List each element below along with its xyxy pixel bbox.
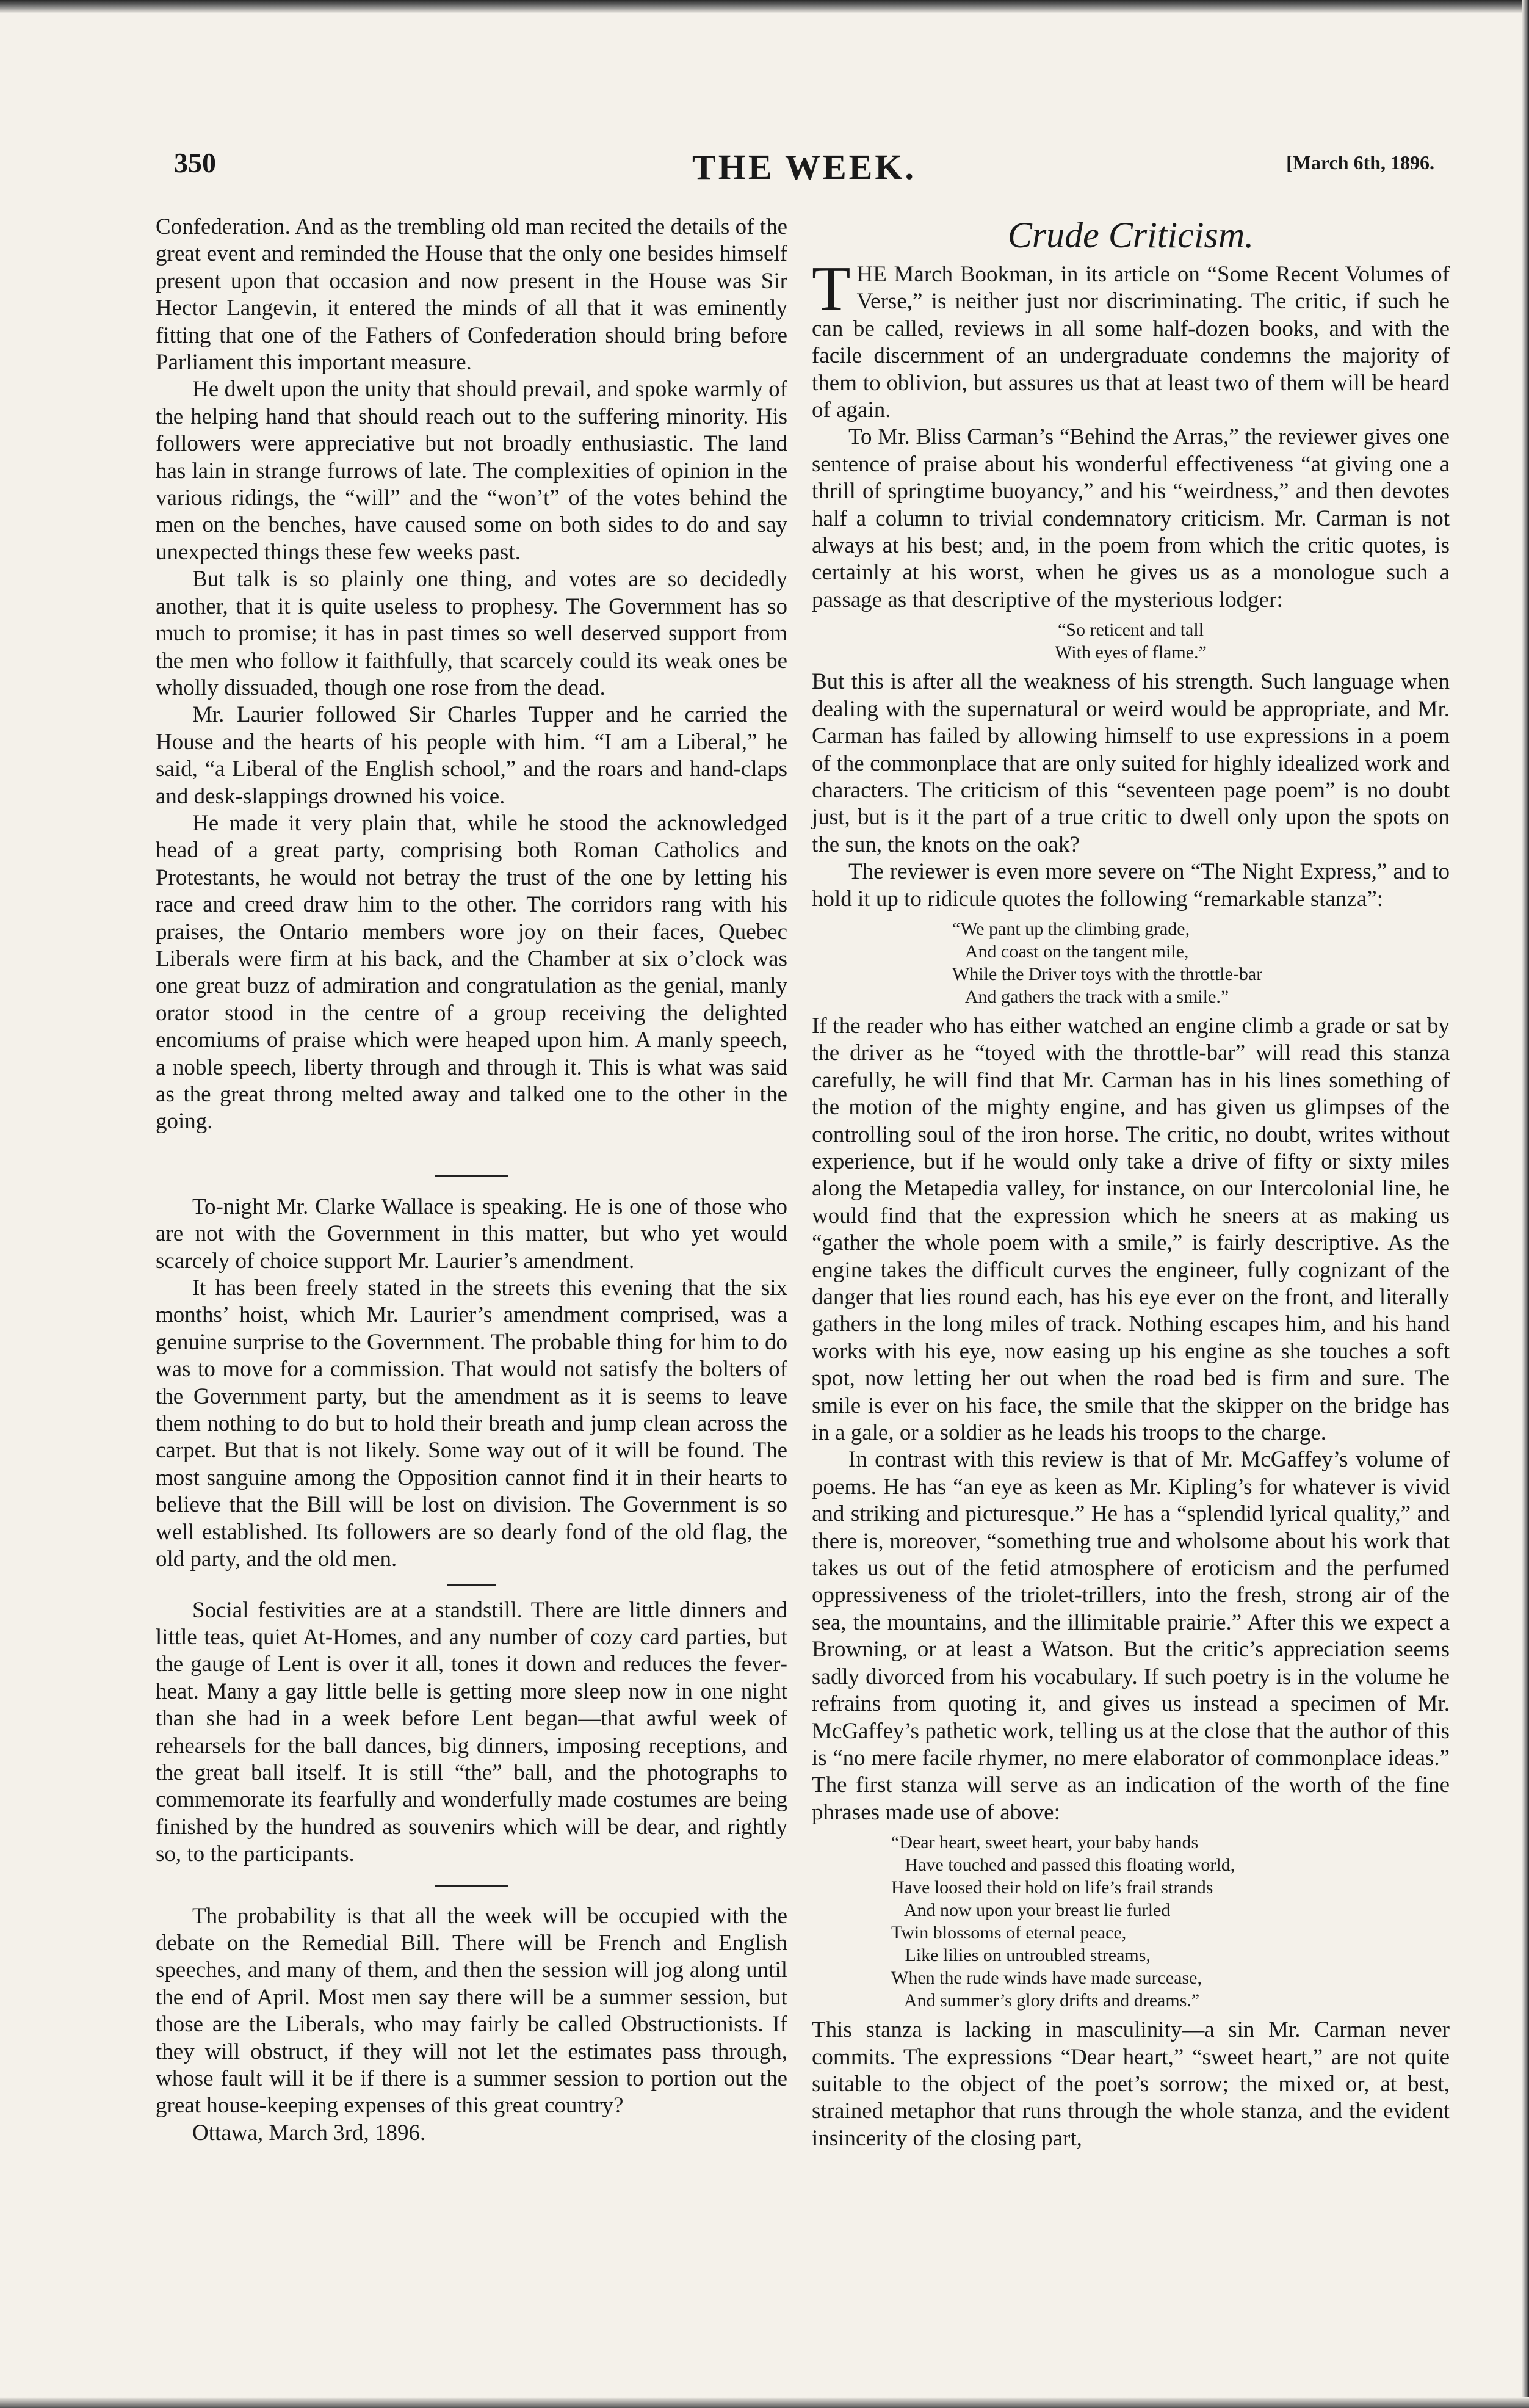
verse-line: Like lilies on untroubled streams, [891, 1945, 1151, 1966]
paragraph: If the reader who has either watched an engine climb a grade or sat by the driver as he “toyed with the throttle-bar” will read this stanza carefully, he will find that Mr. Carman has in his lines something of the motion of the mighty engine, and has given us glimpses of the controlling soul of the iron horse. The critic, no doubt, writes without experience, but if he would only take a drive of fifty or sixty miles along the Metapedia valley, for instance, on our Intercolonial line, he would find that the expression which he sneers at as making us “gather the whole poem with a smile,” is fairly descriptive. As the engine takes the difficult curves the engineer, fully cognizant of the danger that lies round each, has his eye ever on the front, and literally gathers in the long miles of track. Nothing escapes him, and his hand works with his eye, now easing up his engine as she touches a soft spot, now letting her out when the road bed is firm and sure. The smile is ever on his face, the smile that the skipper on the bridge has in a gale, or a soldier as he leads his troops to the charge. [812, 1013, 1450, 1446]
paragraph: In contrast with this review is that of Mr. McGaffey’s volume of poems. He has “an eye as keen as Mr. Kipling’s for whatever is vivid and striking and picturesque.” He has a “splendid lyrical quality,” and there is, moreover, “something true and wholsome about his work that takes us out of the fetid atmosphere of eroticism and the perfumed oppressiveness of the triolet-trillers, into the fresh, strong air of the sea, the mountains, and the illimitable prairie.” After this we expect a Browning, or at least a Watson. But the critic’s appreciation seems sadly divorced from his vocabulary. If such poetry is in the volume he refrains from quoting it, and gives us instead a specimen of Mr. McGaffey’s pathetic work, telling us at the close that the author of this is “no mere facile rhymer, no mere elaborator of commonplace ideas.” The first stanza will serve as an indication of the worth of the fine phrases made use of above: [812, 1447, 1450, 1825]
verse-line: When the rude winds have made surcease, [891, 1968, 1202, 1989]
verse-line: Twin blossoms of eternal peace, [891, 1923, 1127, 1943]
drop-cap: T [812, 253, 851, 324]
paragraph-text: HE March Bookman, in its article on “Some Recent Volumes of Verse,” is neither just nor discriminating. The critic, if such he can be called, reviews in all some half-dozen books, and with the facile discernment of an undergraduate condemns the majority of them to oblivion, but assures us that at least two of them will be heard of again. [812, 262, 1450, 423]
verse-line: And coast on the tangent mile, [952, 941, 1189, 962]
verse-line: Have touched and passed this floating world, [891, 1855, 1235, 1876]
right-column [812, 214, 1450, 2152]
paragraph: But talk is so plainly one thing, and votes are so decidedly another, that it is quite useless to prophesy. The Government has so much to promise; it has in past times so well deserved support from the men who follow it faithfully, that scarcely could its weak ones be wholly dissuaded, though one rose from the dead. [156, 567, 787, 700]
verse-line: “We pant up the climbing grade, [952, 918, 1190, 939]
page-header [174, 147, 1434, 189]
scan-bottom-edge [0, 2397, 1529, 2408]
verse-line: And summer’s glory drifts and dreams.” [891, 1990, 1200, 2011]
left-column [156, 214, 787, 2147]
verse-quote [812, 618, 1450, 664]
paragraph: The reviewer is even more severe on “The Night Express,” and to hold it up to ridicule quotes the following “remarkable stanza”: [812, 859, 1450, 912]
section-divider [435, 1175, 508, 1177]
paragraph: But this is after all the weakness of his strength. Such language when dealing with the supernatural or weird would be appropriate, and Mr. Carman has failed by allowing himself to use expressions in a poem of the commonplace that are only suited for highly idealized work and characters. The criticism of this “seventeen page poem” is no doubt just, but is it the part of a true critic to dwell only upon the spots on the sun, the knots on the oak? [812, 669, 1450, 857]
masthead: THE WEEK. [692, 147, 916, 187]
paragraph: To Mr. Bliss Carman’s “Behind the Arras,” the reviewer gives one sentence of praise about his wonderful effectiveness “at giving one a thrill of springtime buoyancy,” and his “weirdness,” and then devotes half a column to trivial condemnatory criticism. Mr. Carman is not always at his best; and, in the poem from which the critic quotes, is certainly at his worst, when he gives us as a monologue such a passage as that descriptive of the mysterious lodger: [812, 424, 1450, 612]
paragraph: Mr. Laurier followed Sir Charles Tupper and he carried the House and the hearts of his people with him. “I am a Liberal,” he said, “a Liberal of the English school,” and the roars and hand-claps and desk-slappings drowned his voice. [156, 702, 787, 809]
paragraph: He dwelt upon the unity that should prevail, and spoke warmly of the helping hand that should reach out to the suffering minority. His followers were appreciative but not broadly enthusiastic. The land has lain in strange furrows of late. The complexities of opinion in the various ridings, the “will” and the “won’t” of the votes behind the men on the benches, have caused some on both sides to do and say unexpected things these few weeks past. [156, 377, 787, 565]
section-divider [447, 1584, 496, 1586]
verse-quote [812, 1831, 1450, 2012]
paragraph: He made it very plain that, while he stood the acknowledged head of a great party, comprising both Roman Catholics and Protestants, he would not betray the trust of the one by letting his race and creed draw him to the other. The corridors rang with his praises, the Ontario members wore joy on their faces, Quebec Liberals were firm at his back, and the Chamber at six o’clock was one great buzz of admiration and congratulation as the genial, manly orator stood in the centre of a group receiving the delighted encomiums of praise which were heaped upon him. A manly speech, a noble speech, liberty through and through it. This is what was said as the great throng melted away and talked one to the other in the going. [156, 810, 787, 1134]
verse-line: “So reticent and tall [1057, 620, 1204, 640]
paragraph: To-night Mr. Clarke Wallace is speaking. He is one of those who are not with the Government in this matter, but who yet would scarcely of choice support Mr. Laurier’s amendment. [156, 1194, 787, 1274]
paragraph: The probability is that all the week will be occupied with the debate on the Remedial Bill. There will be French and English speeches, and many of them, and then the session will jog along until the end of April. Most men say there will be a summer session, but those are the Liberals, who may fairly be called Obstructionists. If they will obstruct, if they will not let the estimates pass through, whose fault will it be if there is a summer session to portion out the great house-keeping expenses of this great country? [156, 1903, 787, 2119]
issue-date: [March 6th, 1896. [1286, 151, 1434, 173]
scan-top-edge [0, 0, 1529, 13]
verse-line: With eyes of flame.” [1055, 642, 1207, 663]
verse-line: And now upon your breast lie furled [891, 1900, 1171, 1921]
section-divider [435, 1885, 508, 1887]
verse-line: “Dear heart, sweet heart, your baby hands [891, 1832, 1199, 1853]
verse-line: And gathers the track with a smile.” [952, 986, 1229, 1007]
paragraph: This stanza is lacking in masculinity—a sin Mr. Carman never commits. The expressions “Dear heart,” “sweet heart,” are not quite suitable to the object of the poet’s sorrow; the mixed or, at best, strained metaphor that runs through the whole stanza, and the evident insincerity of the closing part, [812, 2017, 1450, 2151]
page-number: 350 [174, 147, 216, 178]
verse-line: While the Driver toys with the throttle-bar [952, 963, 1263, 984]
paragraph [812, 253, 1450, 424]
verse-line: Have loosed their hold on life’s frail strands [891, 1877, 1213, 1898]
paragraph: Social festivities are at a standstill. There are little dinners and little teas, quiet At-Homes, and any number of cozy card parties, but the gauge of Lent is over it all, tones it down and reduces the fever-heat. Many a gay little belle is getting more sleep now in one night than she had in a week before Lent began—that awful week of rehearsels for the ball dances, big dinners, imposing receptions, and the great ball itself. It is still “the” ball, and the photographs to commemorate its fearfully and wonderfully made costumes are being finished by the hundred as souvenirs which will be dear, and rightly so, to the participants. [156, 1597, 787, 1867]
signoff: Ottawa, March 3rd, 1896. [192, 2120, 426, 2145]
verse-quote [812, 918, 1450, 1008]
paragraph: It has been freely stated in the streets this evening that the six months’ hoist, which Mr. Laurier’s amendment comprised, was a genuine surprise to the Government. The probable thing for him to do was to move for a commission. That would not satisfy the bolters of the Government party, but the amendment as it is seems to leave them nothing to do but to hold their breath and jump clean across the carpet. But that is not likely. Some way out of it will be found. The most sanguine among the Opposition cannot find it in their hearts to believe that the Bill will be lost on division. The Government is so well established. Its followers are so dearly fond of the old flag, the old party, and the old men. [156, 1275, 787, 1572]
article-title: Crude Criticism. [1007, 215, 1254, 255]
scan-right-edge [1522, 0, 1529, 2408]
paragraph: Confederation. And as the trembling old man recited the details of the great event and reminded the House that the only one besides himself present upon that occasion and now present in the House was Sir Hector Langevin, it entered the minds of all that it was eminently fitting that one of the Fathers of Confederation should bring before Parliament this important measure. [156, 214, 787, 375]
